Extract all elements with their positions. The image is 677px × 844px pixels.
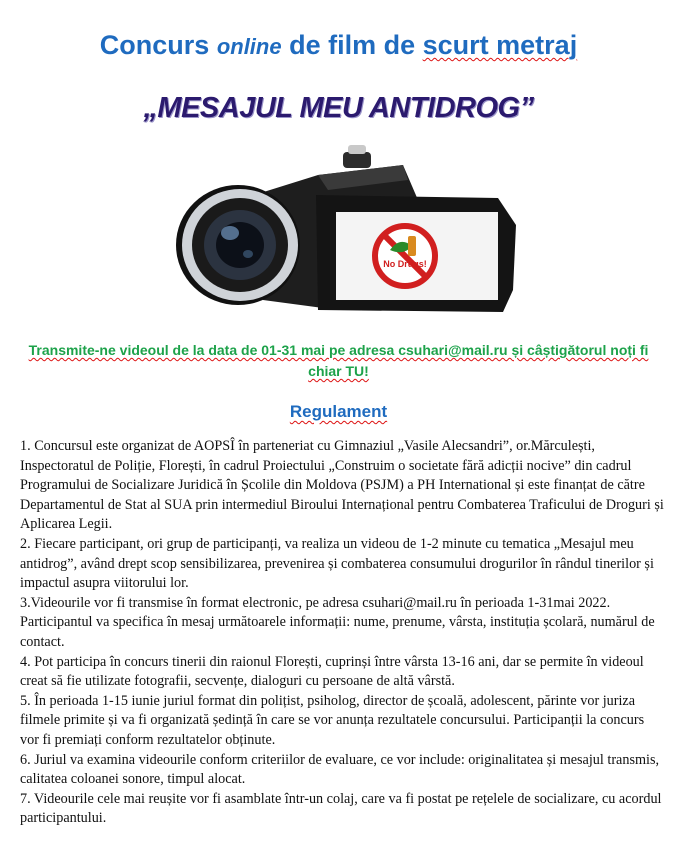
rule-item: 4. Pot participa în concurs tinerii din raionul Florești, cuprinși între vârsta 13-16 ani, dar se permite în videoul creat să fie utilizate fotografii, secvențe, dialoguri cu persoane de altă vârstă. bbox=[20, 653, 644, 690]
title-part3: scurt metraj bbox=[422, 30, 578, 60]
regulament-heading bbox=[0, 402, 677, 422]
rule-item: 6. Juriul va examina videourile conform criteriilor de evaluare, ce vor include: originalitatea și mesajul transmis, calitatea coloanei sonore, timpul alocat. bbox=[20, 751, 660, 788]
rule-item: 7. Videourile cele mai reușite vor fi asamblate într-un colaj, care va fi postat pe rețelele de socializare, cu acordul participantului. bbox=[20, 790, 662, 827]
rule-item: 1. Concursul este organizat de AOPSÎ în parteneriat cu Gimnaziul „Vasile Alecsandri”, or.Mărculești, Inspectoratul de Poliție, Florești, în cadrul Proiectului „Construim o societate fără adicții nocive” din cadrul Programului de Socializare Juridică în Școlile din Moldova (PSJM) a PH International și este finanțat de către Departamentul de Stat al SUA prin intermediul Biroului Internațional pentru Combaterea Traficului de Droguri și Aplicarea Legii. bbox=[20, 438, 664, 533]
rule-item: 5. În perioada 1-15 iunie juriul format din polițist, psiholog, director de școală, adolescent, părinte vor jurizа filmele primite și va fi organizată ședință în care se vor anunța rezultatele concursului. Participanții la concurs vor fi premiați conform rezultatelor obținute. bbox=[20, 692, 645, 748]
rule-item: 3.Videourile vor fi transmise în format electronic, pe adresa csuhari@mail.ru în perioada 1-31mai 2022. Participantul va specifica în mesaj următoarele informații: nume, prenume, vârsta, instituția școlară, numărul de contact. bbox=[20, 594, 655, 650]
title-part1: Concurs bbox=[99, 30, 217, 60]
title-italic: online bbox=[216, 34, 282, 59]
regulament-heading-text: Regulament bbox=[289, 402, 388, 421]
no-drugs-sign-text: No Drugs! bbox=[383, 259, 427, 269]
rule-item: 2. Fiecare participant, ori grup de participanți, va realiza un videou de 1-2 minute cu tematica „Mesajul meu antidrog”, având drept scop sensibilizarea, prevenirea și combaterea consumului drogurilor în rândul tinerilor și impactul asupra viitorului lor. bbox=[20, 535, 654, 592]
page-subtitle: „MESAJUL MEU ANTIDROG” bbox=[143, 92, 534, 124]
announcement bbox=[20, 340, 657, 382]
rules-list bbox=[20, 437, 666, 829]
page-title bbox=[0, 30, 677, 61]
video-camera-icon bbox=[168, 140, 528, 325]
title-part2: de film de bbox=[281, 30, 423, 60]
announcement-text: Transmite-ne videoul de la data de 01-31 mai pe adresa csuhari@mail.ru și câștigătorul noți fi chiar TU! bbox=[28, 342, 649, 379]
